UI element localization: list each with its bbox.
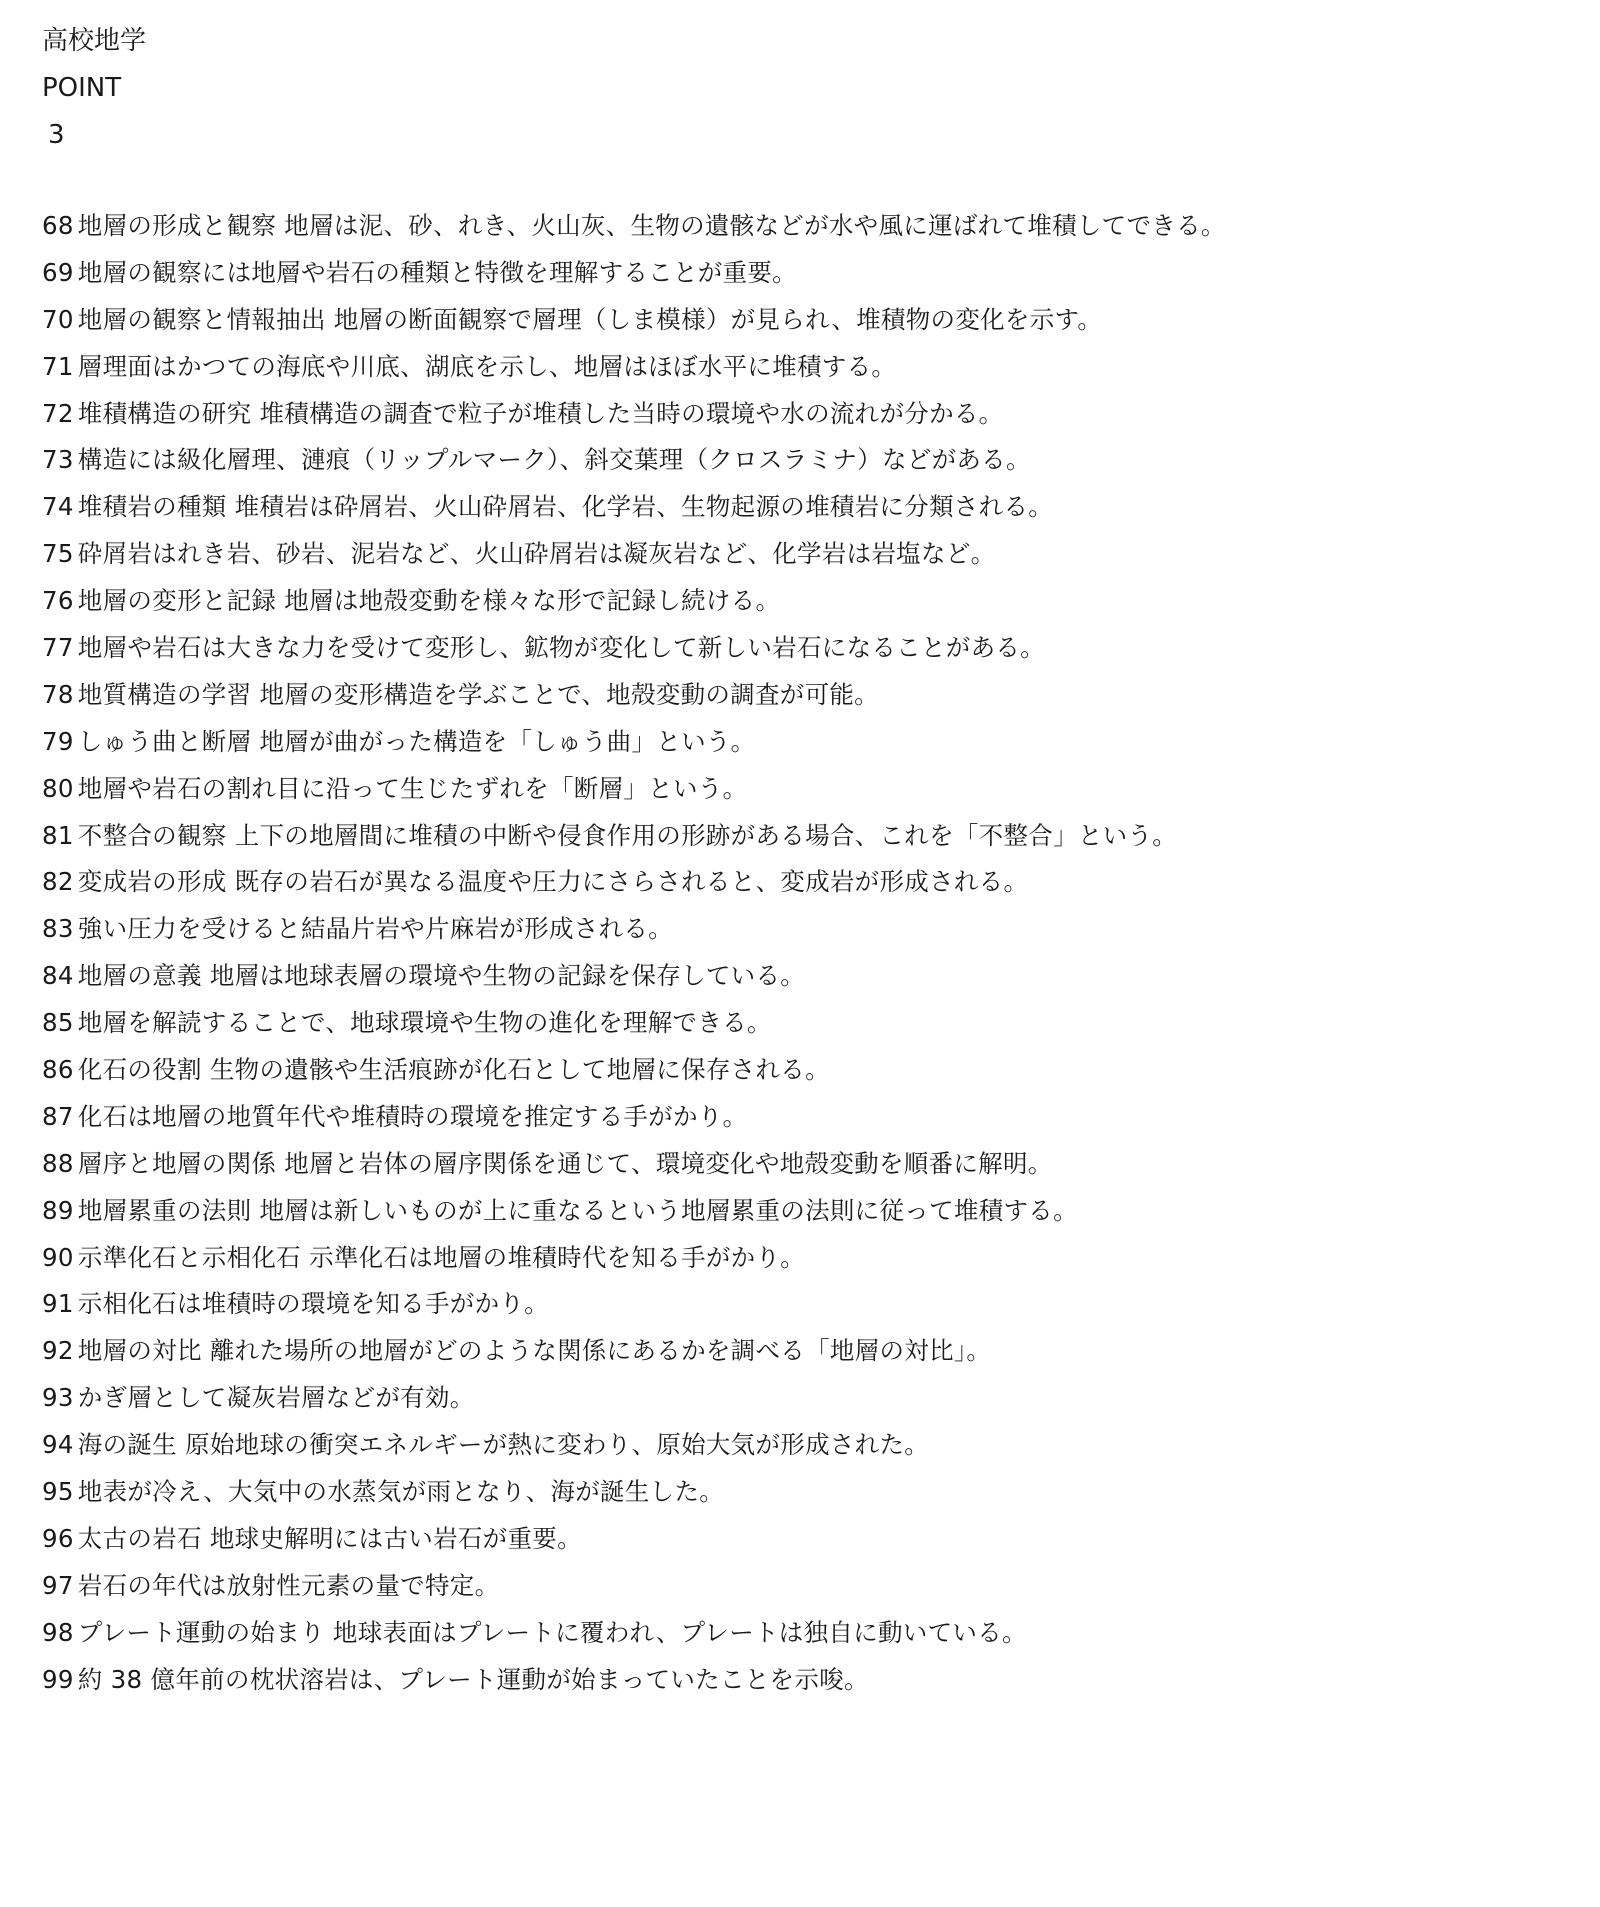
list-item [42, 1516, 1226, 1563]
item-number: 78 [42, 679, 74, 709]
list-item [42, 250, 1226, 297]
item-number: 89 [42, 1195, 74, 1225]
item-text: 地層や岩石の割れ目に沿って生じたずれを「断層」という。 [77, 773, 748, 803]
item-text: 層理面はかつての海底や川底、湖底を示し、地層はほぼ水平に堆積する。 [77, 351, 897, 381]
list-item [42, 578, 1226, 625]
list-item [42, 1188, 1226, 1235]
item-text: 地層の形成と観察 地層は泥、砂、れき、火山灰、生物の遺骸などが水や風に運ばれて堆積してできる。 [77, 211, 1226, 240]
item-text: 約 38 億年前の枕状溶岩は、プレート運動が始まっていたことを示唆。 [77, 1664, 869, 1694]
list-item [42, 1328, 1226, 1375]
list-item [42, 766, 1226, 813]
item-number: 74 [42, 492, 74, 522]
item-number: 83 [42, 914, 74, 944]
list-item [42, 719, 1226, 766]
item-text: 示相化石は堆積時の環境を知る手がかり。 [77, 1289, 549, 1319]
item-text: 化石は地層の地質年代や堆積時の環境を推定する手がかり。 [77, 1101, 748, 1131]
item-text: 地層の変形と記録 地層は地殻変動を様々な形で記録し続ける。 [77, 586, 781, 616]
item-text: 変成岩の形成 既存の岩石が異なる温度や圧力にさらされると、変成岩が形成される。 [77, 867, 1029, 897]
item-number: 99 [42, 1664, 74, 1694]
list-item [42, 1047, 1226, 1094]
item-number: 87 [42, 1101, 74, 1131]
item-number: 81 [42, 820, 74, 850]
item-text: 砕屑岩はれき岩、砂岩、泥岩など、火山砕屑岩は凝灰岩など、化学岩は岩塩など。 [77, 539, 996, 569]
item-number: 71 [42, 351, 74, 381]
item-text: 海の誕生 原始地球の衝突エネルギーが熱に変わり、原始大気が形成された。 [77, 1430, 930, 1460]
item-number: 96 [42, 1523, 74, 1553]
item-text: 地層を解読することで、地球環境や生物の進化を理解できる。 [77, 1008, 772, 1038]
subject-title: 高校地学 [42, 26, 147, 56]
item-number: 91 [42, 1289, 74, 1319]
item-number: 97 [42, 1570, 74, 1600]
list-item [42, 1469, 1226, 1516]
list-item [42, 1563, 1226, 1610]
list-item [42, 859, 1226, 906]
item-text: しゅう曲と断層 地層が曲がった構造を「しゅう曲」という。 [77, 726, 756, 756]
item-number: 77 [42, 633, 74, 663]
item-text: 不整合の観察 上下の地層間に堆積の中断や侵食作用の形跡がある場合、これを「不整合」という。 [77, 820, 1178, 850]
item-text: プレート運動の始まり 地球表面はプレートに覆われ、プレートは独自に動いている。 [77, 1617, 1027, 1647]
list-item [42, 1235, 1226, 1282]
item-text: 地層累重の法則 地層は新しいものが上に重なるという地層累重の法則に従って堆積する。 [77, 1195, 1078, 1225]
list-item [42, 1141, 1226, 1188]
list-item [42, 1094, 1226, 1141]
item-number: 95 [42, 1477, 74, 1507]
item-number: 88 [42, 1148, 74, 1178]
item-text: かぎ層として凝灰岩層などが有効。 [77, 1383, 475, 1413]
item-number: 94 [42, 1430, 74, 1460]
item-number: 79 [42, 726, 74, 756]
item-text: 岩石の年代は放射性元素の量で特定。 [77, 1570, 500, 1600]
item-number: 80 [42, 773, 74, 803]
list-item [42, 1657, 1226, 1704]
item-number: 90 [42, 1242, 74, 1272]
section-label: POINT [42, 73, 122, 103]
item-text: 構造には級化層理、漣痕（リップルマーク）、斜交葉理（クロスラミナ）などがある。 [77, 445, 1031, 475]
item-text: 地質構造の学習 地層の変形構造を学ぶことで、地殻変動の調査が可能。 [77, 679, 879, 709]
list-item [42, 906, 1226, 953]
item-text: 化石の役割 生物の遺骸や生活痕跡が化石として地層に保存される。 [77, 1055, 830, 1085]
item-text: 地層の観察には地層や岩石の種類と特徴を理解することが重要。 [77, 257, 797, 287]
list-item [42, 813, 1226, 860]
list-item [42, 531, 1226, 578]
item-number: 72 [42, 398, 74, 428]
item-text: 地層の意義 地層は地球表層の環境や生物の記録を保存している。 [77, 961, 806, 991]
item-number: 73 [42, 445, 74, 475]
item-text: 示準化石と示相化石 示準化石は地層の堆積時代を知る手がかり。 [77, 1242, 806, 1272]
item-number: 69 [42, 257, 74, 287]
item-text: 地表が冷え、大気中の水蒸気が雨となり、海が誕生した。 [77, 1477, 725, 1507]
item-number: 76 [42, 586, 74, 616]
list-item [42, 1000, 1226, 1047]
item-number: 84 [42, 961, 74, 991]
list-item [42, 953, 1226, 1000]
item-number: 86 [42, 1055, 74, 1085]
list-item [42, 391, 1226, 438]
item-text: 地層の対比 離れた場所の地層がどのような関係にあるかを調べる「地層の対比」。 [77, 1336, 992, 1366]
item-number: 92 [42, 1336, 74, 1366]
item-number: 98 [42, 1617, 74, 1647]
item-number: 75 [42, 539, 74, 569]
item-text: 堆積構造の研究 堆積構造の調査で粒子が堆積した当時の環境や水の流れが分かる。 [77, 398, 1004, 428]
list-item [42, 1610, 1226, 1657]
item-text: 地層や岩石は大きな力を受けて変形し、鉱物が変化して新しい岩石になることがある。 [77, 633, 1045, 663]
list-item [42, 625, 1226, 672]
item-number: 93 [42, 1383, 74, 1413]
list-item [42, 437, 1226, 484]
point-list [42, 203, 1226, 1704]
item-number: 85 [42, 1008, 74, 1038]
section-number: 3 [48, 120, 65, 150]
item-text: 強い圧力を受けると結晶片岩や片麻岩が形成される。 [77, 914, 673, 944]
list-item [42, 203, 1226, 250]
list-item [42, 672, 1226, 719]
document-header [42, 18, 146, 159]
item-text: 堆積岩の種類 堆積岩は砕屑岩、火山砕屑岩、化学岩、生物起源の堆積岩に分類される。 [77, 492, 1054, 522]
item-text: 太古の岩石 地球史解明には古い岩石が重要。 [77, 1523, 582, 1553]
item-text: 地層の観察と情報抽出 地層の断面観察で層理（しま模様）が見られ、堆積物の変化を示す。 [77, 304, 1103, 334]
list-item [42, 484, 1226, 531]
item-number: 68 [42, 211, 74, 240]
item-number: 82 [42, 867, 74, 897]
item-text: 層序と地層の関係 地層と岩体の層序関係を通じて、環境変化や地殻変動を順番に解明。 [77, 1148, 1053, 1178]
list-item [42, 1422, 1226, 1469]
item-number: 70 [42, 304, 74, 334]
list-item [42, 344, 1226, 391]
list-item [42, 1281, 1226, 1328]
list-item [42, 1375, 1226, 1422]
list-item [42, 297, 1226, 344]
